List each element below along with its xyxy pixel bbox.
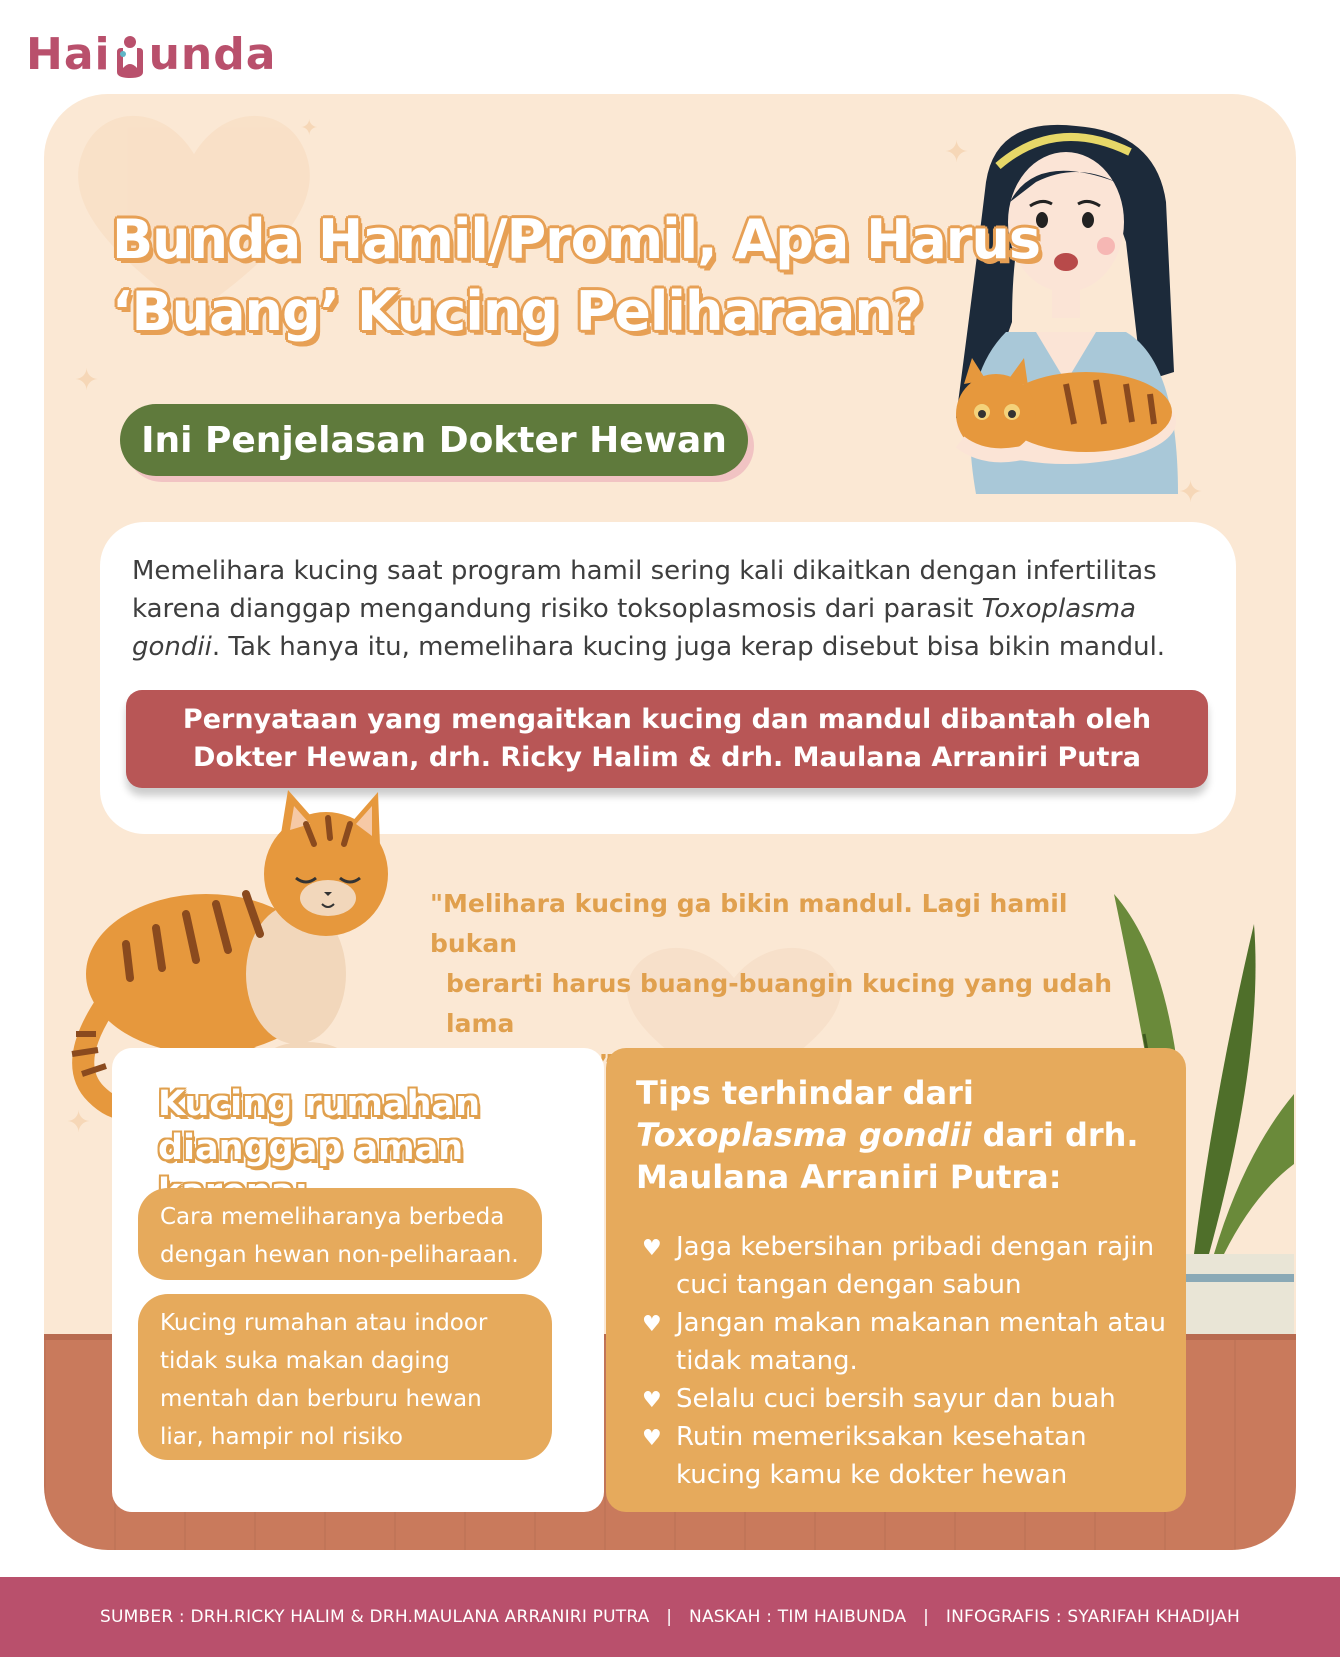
footer-separator: |: [906, 1607, 946, 1627]
brand-b-icon: [113, 34, 147, 74]
reason-item: Kucing rumahan atau indoor tidak suka makan daging mentah dan berburu hewan liar, hampir nol risiko toksoplasmosis.: [138, 1294, 552, 1460]
heart-bullet-icon: ♥: [642, 1388, 662, 1413]
brand-name-right: unda: [148, 28, 277, 80]
footer-script: NASKAH : TIM HAIBUNDA: [689, 1607, 907, 1627]
safe-reasons-card: [112, 1048, 604, 1512]
intro-text-italic: Toxoplasma gondii: [132, 594, 1136, 662]
brand-name-left: Hai: [26, 28, 111, 80]
heart-bullet-icon: ♥: [642, 1236, 662, 1261]
highlight-box: [126, 690, 1208, 788]
page-title: [112, 204, 1072, 348]
intro-text-part1: Memelihara kucing saat program hamil sering kali dikaitkan dengan infertilitas karena dianggap mengandung risiko toksoplasmosis dari parasit: [132, 556, 1157, 624]
tip-text: Selalu cuci bersih sayur dan buah: [676, 1384, 1116, 1414]
highlight-line2: Dokter Hewan, drh. Ricky Halim & drh. Maulana Arraniri Putra: [193, 742, 1141, 773]
sparkle-icon: ✦: [74, 363, 100, 398]
intro-text: [132, 552, 1212, 666]
safe-reasons-title-line2: dianggap aman: [158, 1128, 464, 1168]
tip-item: [642, 1304, 1172, 1380]
tips-card: [606, 1048, 1186, 1512]
infographic-card: [44, 94, 1296, 1550]
heart-bullet-icon: ♥: [642, 1426, 662, 1451]
tips-list: [642, 1228, 1172, 1494]
footer-graphics: INFOGRAFIS : SYARIFAH KHADIJAH: [945, 1607, 1240, 1627]
footer-source: SUMBER : DRH.RICKY HALIM & DRH.MAULANA ARRANIRI PUTRA: [100, 1607, 650, 1627]
highlight-line1: Pernyataan yang mengaitkan kucing dan mandul dibantah oleh: [182, 704, 1152, 735]
tip-text: Rutin memeriksakan kesehatan kucing kamu ke dokter hewan: [676, 1422, 1087, 1490]
tips-title-part1: Tips terhindar dari: [636, 1074, 974, 1112]
quote-line2: berarti harus buang-buangin kucing yang udah lama: [446, 969, 1113, 1038]
page-title-line1: Bunda Hamil/Promil, Apa Harus: [112, 208, 1041, 271]
tips-title: [636, 1072, 1176, 1198]
reason-item: Cara memeliharanya berbeda dengan hewan non-peliharaan.: [138, 1188, 542, 1280]
subtitle-pill: Ini Penjelasan Dokter Hewan: [120, 404, 748, 476]
tip-item: [642, 1228, 1172, 1304]
tips-title-italic: Toxoplasma gondii: [636, 1116, 972, 1154]
sparkle-icon: ✦: [66, 1105, 92, 1140]
sparkle-icon: ✦: [1178, 475, 1204, 510]
tip-item: [642, 1418, 1172, 1494]
tip-item: [642, 1380, 1172, 1418]
tip-text: Jangan makan makanan mentah atau tidak matang.: [676, 1308, 1166, 1376]
heart-bullet-icon: ♥: [642, 1312, 662, 1337]
sparkle-icon: ✦: [944, 135, 970, 170]
tips-title-part2: dari drh. Maulana Arraniri Putra:: [636, 1116, 1139, 1196]
page-title-line2: ‘Buang’ Kucing Peliharaan?: [112, 280, 923, 343]
tip-text: Jaga kebersihan pribadi dengan rajin cuci tangan dengan sabun: [676, 1232, 1155, 1300]
quote-line1: "Melihara kucing ga bikin mandul. Lagi hamil bukan: [430, 889, 1068, 958]
brand-logo: [26, 22, 276, 86]
credits-footer: [0, 1577, 1340, 1657]
safe-reasons-title-line1: Kucing rumahan: [158, 1084, 481, 1124]
sparkle-icon: ✦: [300, 116, 319, 141]
footer-separator: |: [649, 1607, 690, 1627]
intro-text-part2: . Tak hanya itu, memelihara kucing juga kerap disebut bisa bikin mandul.: [211, 632, 1166, 662]
